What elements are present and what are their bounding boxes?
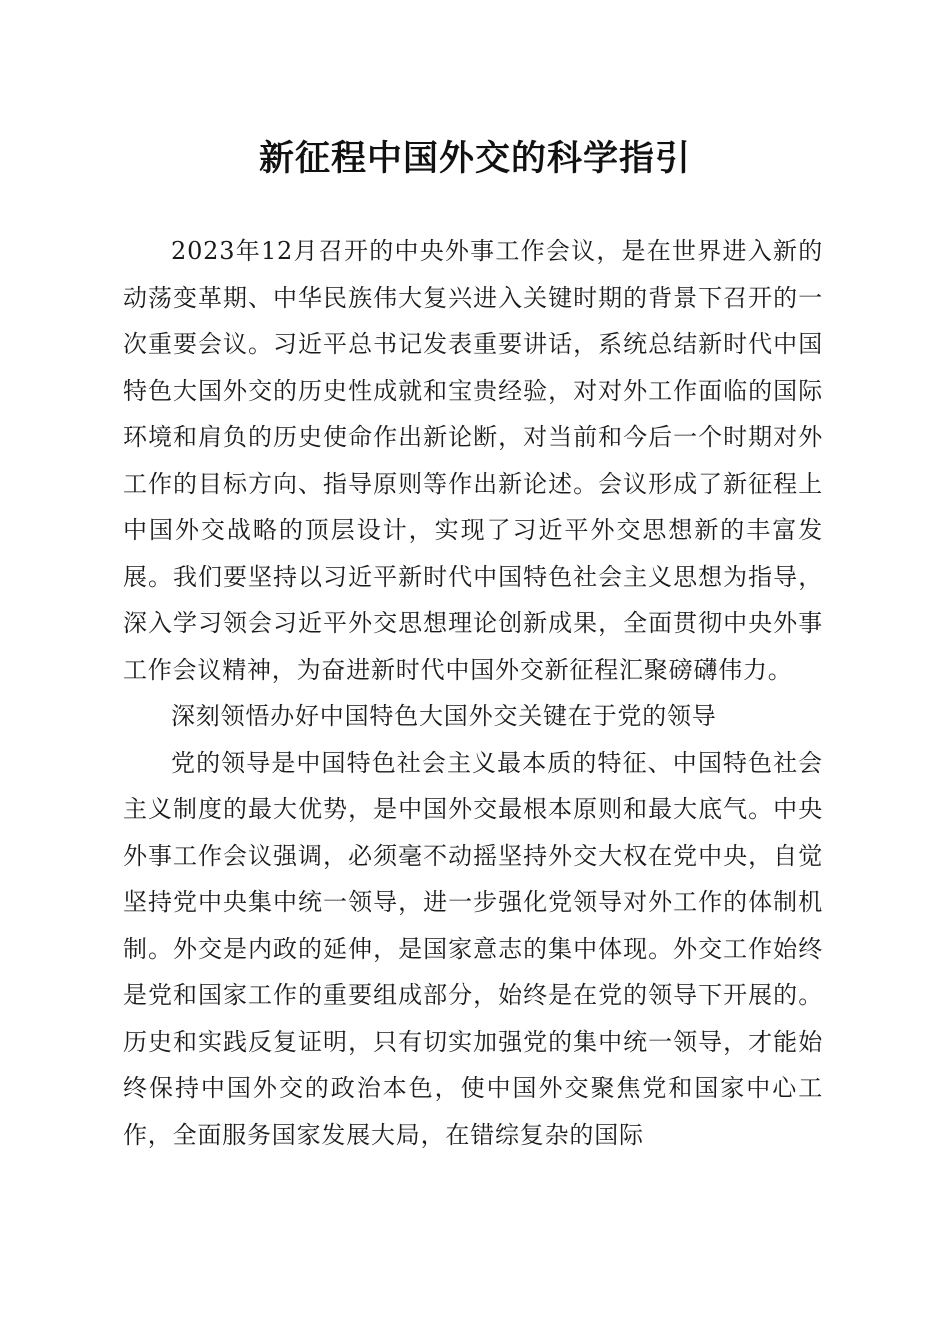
section-heading: 深刻领悟办好中国特色大国外交关键在于党的领导 [171,702,717,730]
paragraph-party-leadership: 党的领导是中国特色社会主义最本质的特征、中国特色社会主义制度的最大优势，是中国外交最根本原则和最大底气。中央外事工作会议强调，必须毫不动摇坚持外交大权在党中央，自觉坚持党中央集中统一领导，进一步强化党领导对外工作的体制机制。外交是内政的延伸，是国家意志的集中体现。外交工作始终是党和国家工作的重要组成部分，始终是在党的领导下开展的。历史和实践反复证明，只有切实加强党的集中统一领导，才能始终保持中国外交的政治本色，使中国外交聚焦党和国家中心工作，全面服务国家发展大局，在错综复杂的国际 [123,748,823,1149]
document-title: 新征程中国外交的科学指引 [258,138,691,179]
paragraph-intro: 2023年12月召开的中央外事工作会议，是在世界进入新的动荡变革期、中华民族伟大复兴进入关键时期的背景下召开的一次重要会议。习近平总书记发表重要讲话，系统总结新时代中国特色大国外交的历史性成就和宝贵经验，对对外工作面临的国际环境和肩负的历史使命作出新论断，对当前和今后一个时期对外工作的目标方向、指导原则等作出新论述。会议形成了新征程上中国外交战略的顶层设计，实现了习近平外交思想新的丰富发展。我们要坚持以习近平新时代中国特色社会主义思想为指导，深入学习领会习近平外交思想理论创新成果，全面贯彻中央外事工作会议精神，为奋进新时代中国外交新征程汇聚磅礴伟力。 [123,237,823,684]
document-body [123,228,823,1158]
